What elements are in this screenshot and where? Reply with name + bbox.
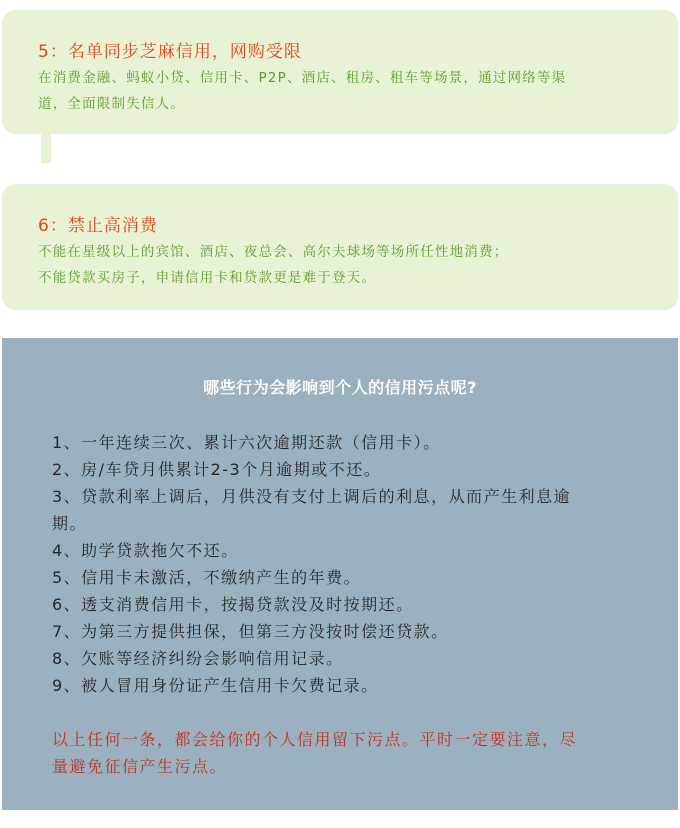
- card-text-line: 不能贷款买房子，申请信用卡和贷款更是难于登天。: [38, 270, 377, 286]
- list-item: 9、被人冒用身份证产生信用卡欠费记录。: [52, 676, 379, 695]
- info-card-6: [2, 184, 678, 310]
- list-item: 4、助学贷款拖欠不还。: [52, 541, 239, 560]
- list-item: 1、一年连续三次、累计六次逾期还款（信用卡）。: [52, 433, 441, 452]
- warning-text-line: 量避免征信产生污点。: [52, 757, 228, 776]
- card-connector: [41, 134, 51, 163]
- card-text-line: 不能在星级以上的宾馆、酒店、夜总会、高尔夫球场等场所任性地消费；: [38, 244, 509, 260]
- card-text-line: 道，全面限制失信人。: [38, 96, 185, 112]
- list-item: 6、透支消费信用卡，按揭贷款没及时按期还。: [52, 595, 414, 614]
- card-title: 5：名单同步芝麻信用，网购受限: [38, 42, 302, 62]
- list-item: 7、为第三方提供担保，但第三方没按时偿还贷款。: [52, 622, 449, 641]
- panel-title: 哪些行为会影响到个人的信用污点呢?: [203, 378, 477, 397]
- list-item-continuation: 期。: [52, 514, 88, 533]
- list-item: 5、信用卡未激活，不缴纳产生的年费。: [52, 568, 362, 587]
- warning-text-line: 以上任何一条，都会给你的个人信用留下污点。平时一定要注意，尽: [52, 730, 578, 749]
- card-title: 6：禁止高消费: [38, 216, 158, 236]
- credit-impact-panel: [2, 338, 678, 810]
- list-item: 2、房/车贷月供累计2-3个月逾期或不还。: [52, 460, 382, 479]
- list-item: 3、贷款利率上调后，月供没有支付上调后的利息，从而产生利息逾: [52, 487, 572, 506]
- list-item: 8、欠账等经济纠纷会影响信用记录。: [52, 649, 344, 668]
- info-card-5: [2, 10, 678, 134]
- card-text-line: 在消费金融、蚂蚁小贷、信用卡、P2P、酒店、租房、租车等场景，通过网络等渠: [38, 70, 567, 86]
